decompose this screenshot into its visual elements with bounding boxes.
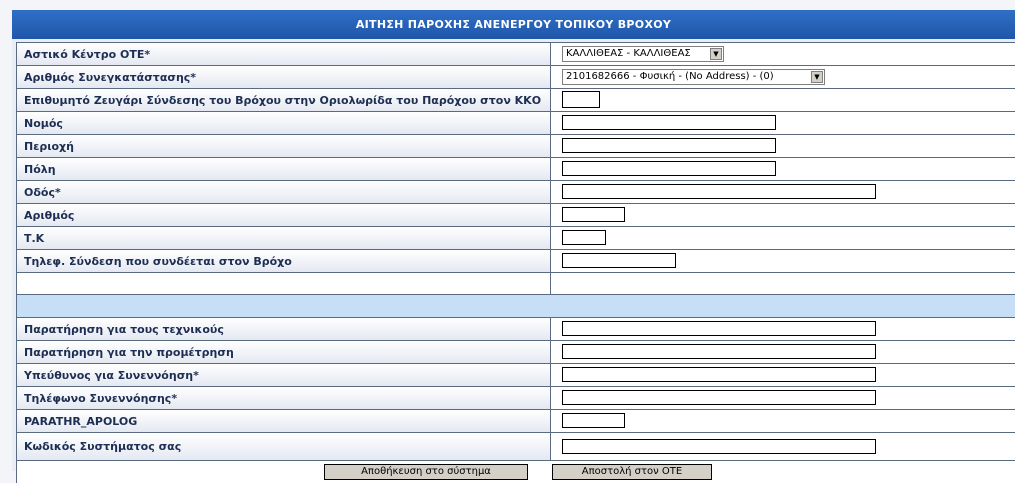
parathr-apolog-label: PARATHR_APOLOG	[17, 410, 551, 432]
installation-number-label: Αριθμός Συνεγκατάστασης*	[17, 66, 551, 88]
row-parathr-apolog	[17, 410, 1015, 433]
chevron-down-icon[interactable]: ▼	[811, 71, 823, 83]
row-prefecture	[17, 112, 1015, 135]
row-contact-phone	[17, 387, 1015, 410]
street-label: Οδός*	[17, 181, 551, 203]
area-input[interactable]	[562, 138, 776, 153]
form-title: ΑΙΤΗΣΗ ΠΑΡΟΧΗΣ ΑΝΕΝΕΡΓΟΥ ΤΟΠΙΚΟΥ ΒΡΟΧΟΥ	[12, 10, 1015, 39]
phone-connection-input[interactable]	[562, 253, 676, 268]
tech-note-input[interactable]	[562, 321, 876, 336]
save-button[interactable]: Αποθήκευση στο σύστημα	[324, 464, 528, 480]
contact-person-label: Υπεύθυνος για Συνεννόηση*	[17, 364, 551, 386]
tech-note-label: Παρατήρηση για τους τεχνικούς	[17, 318, 551, 340]
row-phone-connection	[17, 250, 1015, 273]
contact-person-input[interactable]	[562, 367, 876, 382]
street-input[interactable]	[562, 184, 876, 199]
row-postcode	[17, 227, 1015, 250]
pair-label: Επιθυμητό Ζευγάρι Σύνδεσης του Βρόχου στην Οριολωρίδα του Παρόχου στον ΚΚΟ	[17, 89, 551, 111]
city-label: Πόλη	[17, 158, 551, 180]
number-input[interactable]	[562, 207, 625, 222]
prefecture-input[interactable]	[562, 115, 776, 130]
request-panel	[12, 10, 1015, 477]
row-area	[17, 135, 1015, 158]
row-system-code	[17, 433, 1015, 461]
contact-phone-input[interactable]	[562, 390, 876, 405]
system-code-input[interactable]	[562, 439, 876, 454]
city-input[interactable]	[562, 161, 776, 176]
row-measurement-note	[17, 341, 1015, 364]
spacer-value-cell	[552, 273, 1015, 294]
postcode-input[interactable]	[562, 230, 606, 245]
urban-center-value: ΚΑΛΛΙΘΕΑΣ - ΚΑΛΛΙΘΕΑΣ	[566, 48, 691, 59]
postcode-label: Τ.Κ	[17, 227, 551, 249]
send-to-ote-button[interactable]: Αποστολή στον ΟΤΕ	[552, 464, 712, 480]
area-label: Περιοχή	[17, 135, 551, 157]
measurement-note-label: Παρατήρηση για την προμέτρηση	[17, 341, 551, 363]
urban-center-label: Αστικό Κέντρο ΟΤΕ*	[17, 43, 551, 65]
row-pair	[17, 89, 1015, 112]
installation-number-select[interactable]	[562, 69, 825, 85]
chevron-down-icon[interactable]: ▼	[710, 48, 722, 60]
row-tech-note	[17, 318, 1015, 341]
request-form	[16, 42, 1015, 483]
section-separator	[17, 295, 1015, 318]
installation-number-value: 2101682666 - Φυσική - (No Address) - (0)	[566, 71, 774, 82]
row-city	[17, 158, 1015, 181]
pair-input[interactable]	[562, 91, 600, 108]
row-number	[17, 204, 1015, 227]
row-spacer	[17, 273, 1015, 295]
button-bar	[17, 461, 1015, 482]
row-urban-center	[17, 43, 1015, 66]
parathr-apolog-input[interactable]	[562, 413, 625, 428]
phone-connection-label: Τηλεφ. Σύνδεση που συνδέεται στον Βρόχο	[17, 250, 551, 272]
contact-phone-label: Τηλέφωνο Συνεννόησης*	[17, 387, 551, 409]
measurement-note-input[interactable]	[562, 344, 876, 359]
urban-center-select[interactable]	[562, 46, 724, 62]
number-label: Αριθμός	[17, 204, 551, 226]
row-installation-number	[17, 66, 1015, 89]
row-street	[17, 181, 1015, 204]
row-contact-person	[17, 364, 1015, 387]
prefecture-label: Νομός	[17, 112, 551, 134]
spacer-label-cell	[17, 273, 551, 294]
system-code-label: Κωδικός Συστήματος σας	[17, 433, 551, 460]
